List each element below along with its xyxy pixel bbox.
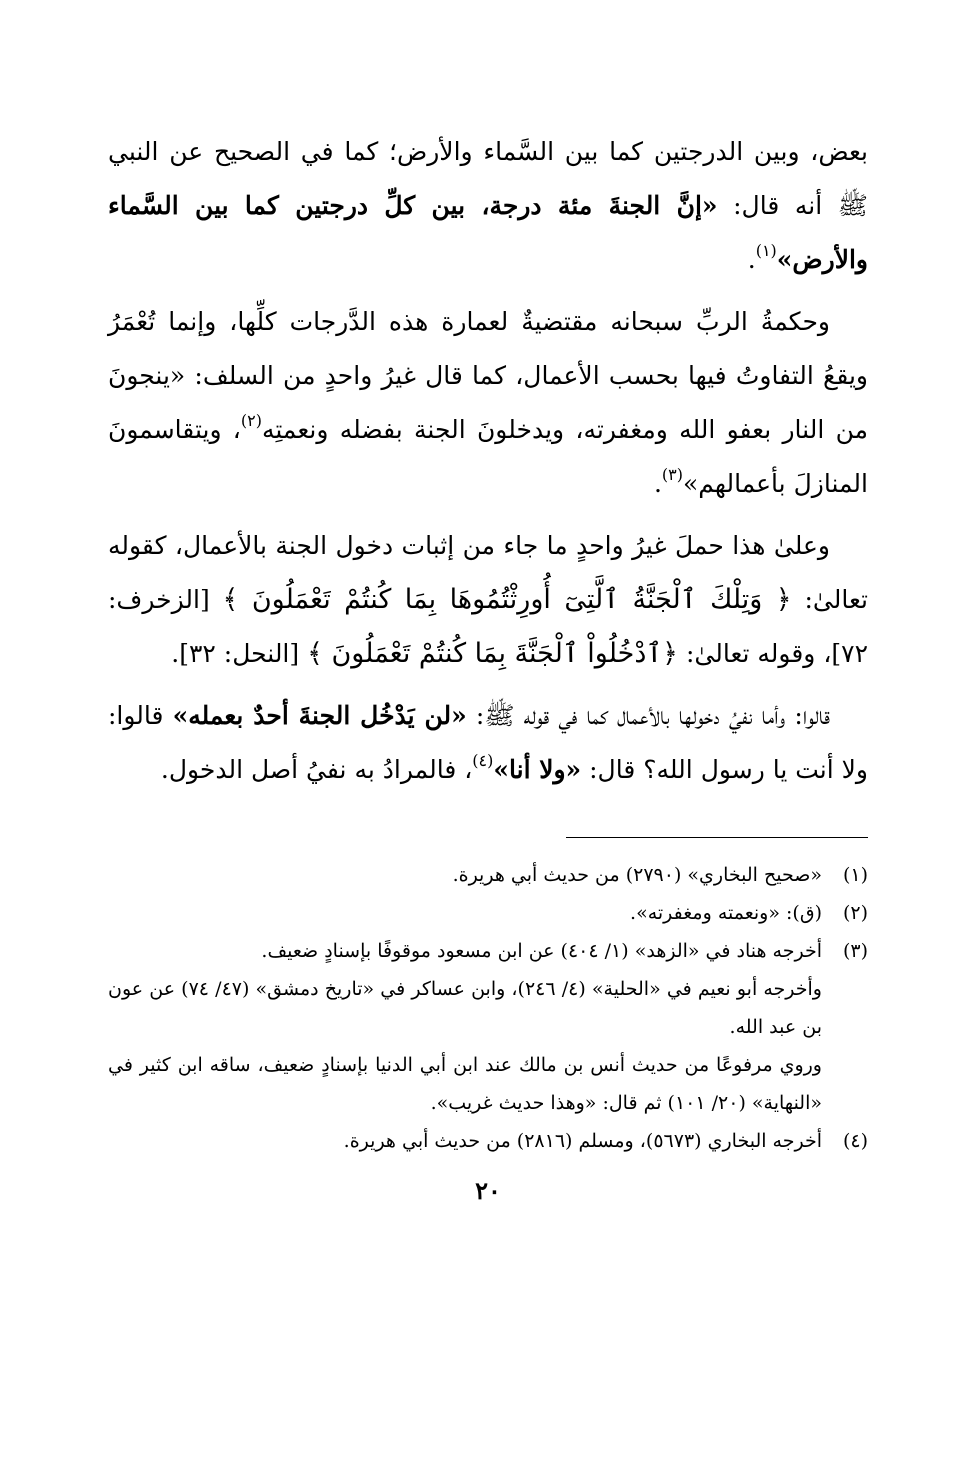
footnote-3: [108, 932, 868, 970]
main-text: [108, 125, 868, 797]
text: ، فالمرادُ به نفيُ أصل الدخول.: [160, 755, 473, 784]
footnote-ref-3[interactable]: (٣): [661, 465, 683, 484]
footnote-ref-4[interactable]: (٤): [472, 751, 494, 770]
footnote-ref-2[interactable]: (٢): [240, 411, 262, 430]
text: بعض، وبين الدرجتين كما بين السَّماء والأرض؛ كما في الصحيح عن النبي ﷺ أنه قال:: [108, 137, 868, 220]
text: قالوا: ولا أنت يا رسول الله؟ قال:: [108, 701, 868, 784]
verse-reference: [النحل: ٣٢].: [171, 639, 308, 668]
paragraph-4: [108, 689, 868, 797]
footnote-3-continuation: وأخرجه أبو نعيم في «الحلية» (٤/ ٢٤٦)، وابن عساكر في «تاريخ دمشق» (٤٧/ ٧٤) عن عون بن عبد الله.: [108, 978, 822, 1038]
page-number: ٢٠: [475, 1176, 501, 1205]
footnote-text: «صحيح البخاري» (٢٧٩٠) من حديث أبي هريرة.: [452, 864, 822, 886]
hadith-quote: «لن يَدْخُل الجنةَ أحدٌ بعمله»: [172, 701, 467, 730]
paragraph-3: [108, 519, 868, 681]
hadith-quote: «إنَّ الجنةَ مئة درجة، بين كلِّ درجتين كما بين السَّماء والأرض»: [108, 191, 868, 274]
quran-verse: ﴿ وَتِلْكَ ٱلْجَنَّةُ ٱلَّتِىٓ أُورِثْتُمُوهَا بِمَا كُنتُمْ تَعْمَلُونَ ﴾: [222, 584, 792, 615]
footnote-number: (٢): [842, 902, 868, 924]
text: .: [747, 245, 756, 274]
footnote-separator: [566, 837, 868, 838]
footnote-number: (٤): [842, 1130, 868, 1152]
footnote-text: أخرجه البخاري (٥٦٧٣)، ومسلم (٢٨١٦) من حديث أبي هريرة.: [343, 1130, 822, 1152]
text: وعلىٰ هذا حملَ غيرُ واحدٍ ما جاء من إثبات دخول الجنة بالأعمال، كقوله تعالىٰ:: [108, 531, 868, 614]
footnote-text: أخرجه هناد في «الزهد» (١/ ٤٠٤) عن ابن مسعود موقوفًا بإسنادٍ ضعيف.: [261, 940, 822, 962]
footnotes: [108, 856, 868, 1160]
footnote-3-continuation: وروي مرفوعًا من حديث أنس بن مالك عند ابن أبي الدنيا بإسنادٍ ضعيف، ساقه ابن كثير في «النهاية» (٢٠/ ١٠١) ثم قال: «وهذا حديث غريب».: [108, 1054, 822, 1114]
verse-reference: [الزخرف: ٧٢]، وقوله تعالىٰ:: [108, 585, 868, 668]
footnote-text: (ق): «ونعمته ومغفرته».: [630, 902, 822, 924]
text: قالوا: وأما نفيُ دخولها بالأعمال كما في قوله ﷺ:: [466, 701, 830, 730]
quran-verse: ﴿ٱدْخُلُواْ ٱلْجَنَّةَ بِمَا كُنتُمْ تَعْمَلُونَ ﴾: [307, 638, 678, 669]
footnote-number: (١): [842, 864, 868, 886]
paragraph-2: [108, 295, 868, 511]
footnote-1: [108, 856, 868, 894]
text: وحكمةُ الربِّ سبحانه مقتضيةٌ لعمارة هذه الدَّرجات كلِّها، وإنما تُعْمَرُ ويقعُ التفاوتُ فيها بحسب الأعمال، كما قال غيرُ واحدٍ من السلف: «ينجونَ من النار بعفو الله ومغفرته، ويدخلونَ الجنة بفضله ونعمتِه: [108, 307, 868, 444]
text: ، ويتقاسمونَ المنازلَ بأعمالهم»: [108, 415, 868, 498]
text: .: [653, 469, 662, 498]
footnote-ref-1[interactable]: (١): [755, 241, 777, 260]
footnote-number: (٣): [842, 940, 868, 962]
footnote-4: [108, 1122, 868, 1160]
paragraph-1: [108, 125, 868, 287]
hadith-quote: «ولا أنا»: [493, 755, 582, 784]
footnote-2: [108, 894, 868, 932]
